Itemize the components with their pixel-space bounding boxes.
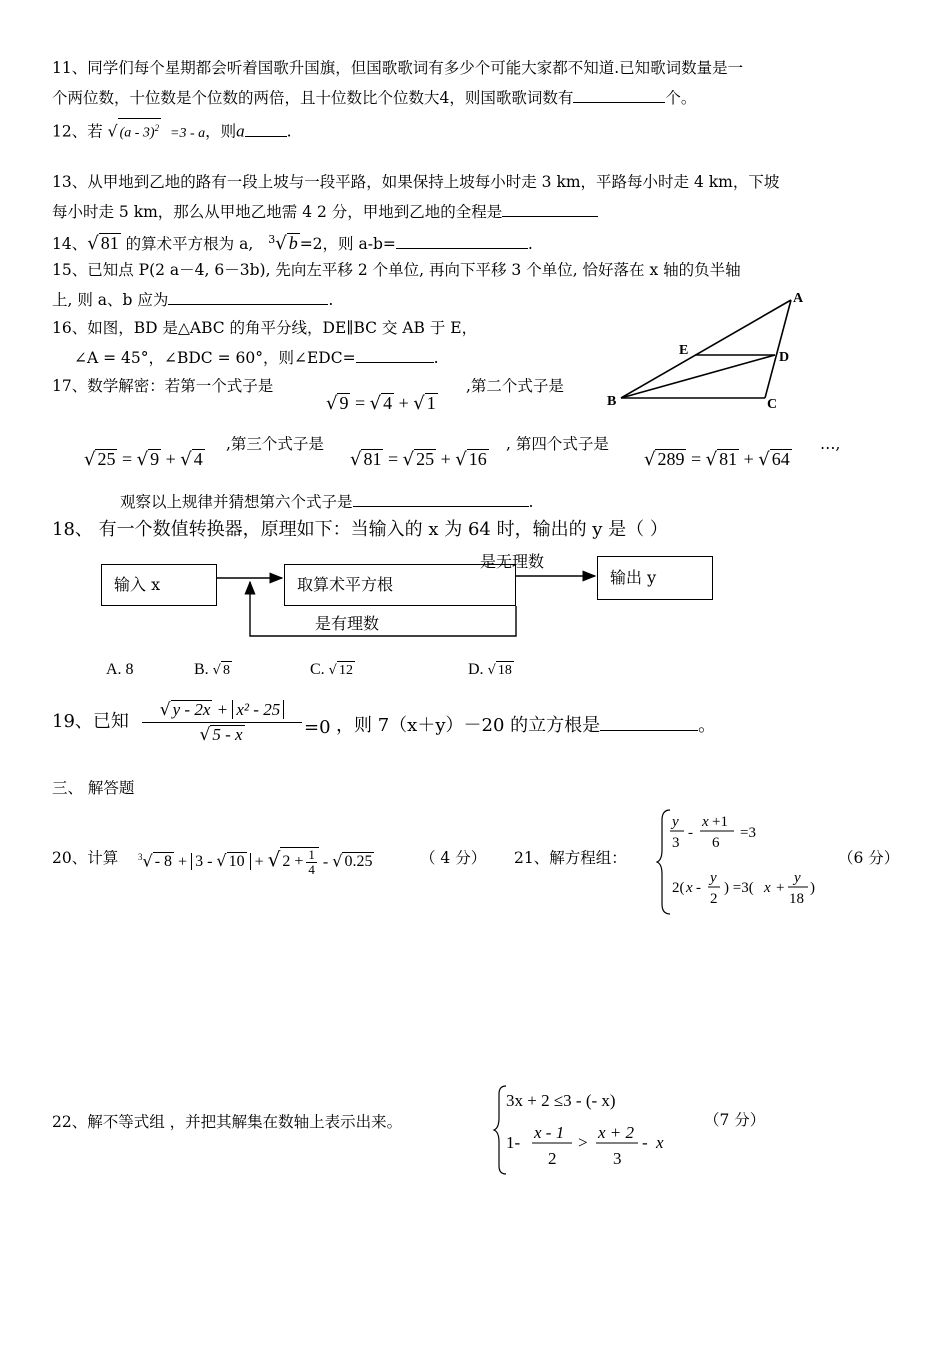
q17-f1-c: 1 [426,393,436,413]
q18-option-a-label: A. 8 [106,661,134,678]
q22-score: （7 分） [704,1111,766,1129]
q21-score: （6 分） [838,849,900,867]
q14-eq: =2，则 a-b= [299,235,396,254]
q18-option-d[interactable]: D. √ 18 [468,661,512,678]
q21-minus2: - [696,880,701,896]
q17-f3-a: 81 [363,449,382,469]
q22-num: 22、解不等式组 ，并把其解集在数轴上表示出来。 [52,1113,403,1131]
q14-cube-root [268,230,299,254]
q19-den-rad: 5 - x [212,725,243,744]
q17-second: ,第二个式子是 [466,377,564,395]
q15-line2: 上, 则 a、b 应为 . [52,288,333,310]
q19-blank[interactable] [600,712,698,731]
q22-den2: 3 [613,1149,622,1168]
q22-brace [494,1086,506,1174]
q20-cube-index: 3 [138,852,143,862]
q21-2paren: 2( [672,880,685,896]
q14-radicand: 81 [100,233,119,254]
converter-output-box: 输出 y [597,556,713,600]
q20-frac-num: 1 [308,846,315,862]
q12-expr: (a - 3) [119,125,155,141]
q14-cube-radicand: b [288,233,298,254]
q21-x1: x [702,814,709,830]
q12-exp: 2 [154,123,160,133]
q13-line2 [52,200,598,222]
label-a: A [793,291,804,306]
q22-one-minus: 1- [506,1133,521,1152]
label-irrational: 是无理数 [480,552,545,571]
q17-dots: …, [820,435,841,453]
q17-formula-2: √ 25 = √ 9 + √ 4 [84,449,203,470]
q21-plus1: +1 [712,814,728,830]
q21-system [656,806,846,918]
q17-f4-a: 289 [657,449,685,469]
q18-option-c-label: C. [310,661,325,678]
label-d: D [779,350,790,365]
q19-eq: =0 [304,717,331,738]
q17-third: ,第三个式子是 [226,435,324,453]
q14-mid: 的算术平方根为 a, [125,235,254,254]
q13-line1: 13、从甲地到乙地的路有一段上坡与一段平路，如果保持上坡每小时走 3 km，平路每小时走 4 km，下坡 [52,173,780,191]
q19-num-rad: y - 2x [172,700,211,719]
q17-intro: 17、数学解密：若第一个式子是 [52,377,274,395]
q22-minus: - [642,1133,648,1152]
q11-text: 个两位数，十位数是个位数的两倍，且十位数比个位数大4，则国歌歌词数有 [52,89,574,107]
q21-18: 18 [789,891,804,907]
q14-radical-sign: √ [87,233,99,255]
segment-ba [621,300,791,398]
q21-y: y [672,814,679,830]
q17-f1-b: 4 [383,393,393,413]
q18-option-a[interactable] [106,660,134,680]
converter-input-box: 输入 x [101,564,217,606]
q17-formula-3: √ 81 = √ 25 + √ 16 [350,449,487,470]
q19-text: ，则 7（x＋y）－20 的立方根是 [336,715,601,736]
q22-x: x [656,1133,664,1152]
q19-numerator: √ y - 2x + x² - 25 [142,700,302,723]
q18-option-b-label: B. [194,661,209,678]
q22-system [492,1082,692,1178]
q20-frac [306,848,317,877]
segment-ac [765,300,791,398]
q18-stem: 18、 有一个数值转换器，原理如下：当输入的 x 为 64 时，输出的 y 是（ ） [52,519,668,540]
q16-text: ∠A = 45°，∠BDC = 60°，则∠EDC= [74,349,356,367]
q17-formula-1: √ 9 = √ 4 + √ 1 [326,393,436,414]
q17-f2-c: 4 [193,449,203,469]
q22-den1: 2 [548,1149,557,1168]
q20-t1: - 8 [154,853,173,871]
q14-cube-sign: √ [275,233,287,255]
q18-option-d-rad: 18 [497,663,512,678]
q12-var: a [236,121,245,141]
q14-cube-index: 3 [268,233,276,246]
converter-sqrt-box: 取算术平方根 [284,564,516,606]
q21-close: ) [810,880,815,896]
q12-radical-sign: √ [107,122,118,141]
q17-fourth: , 第四个式子是 [506,435,609,453]
q20-sqrt-frac [280,847,319,877]
q17-f1-a: 9 [339,393,349,413]
q21-y3: y [794,870,801,886]
q15-blank[interactable] [168,288,328,305]
q20-t4: 0.25 [344,853,373,871]
q17-f2-a: 25 [97,449,116,469]
q15-line1: 15、已知点 P(2 a－4, 6－3b), 先向左平移 2 个单位, 再向下平移 3 个单位, 恰好落在 x 轴的负半轴 [52,261,741,279]
q22-ineq1: 3x + 2 ≤3 - (- x) [506,1091,616,1110]
q20-abs-text: 3 - [195,853,213,871]
q21-y2: y [710,870,717,886]
q13-text: 每小时走 5 km，那么从甲地乙地需 4 2 分，甲地到乙地的全程是 [52,203,503,221]
converter-arrows [210,560,610,642]
q17-formula-4: √ 289 = √ 81 + √ 64 [644,449,790,470]
q21-3: 3 [672,835,680,851]
q21-minus: - [688,825,693,841]
q16-line2: ∠A = 45°，∠BDC = 60°，则∠EDC= . [74,346,439,368]
q19-line [336,712,716,736]
q17-f4-c: 64 [771,449,790,469]
q21-2: 2 [710,891,718,907]
q12-then: ，则 [205,122,237,141]
q22-gt: > [578,1133,588,1152]
q12-blank[interactable] [245,126,287,137]
q21-num: 21、解方程组： [514,849,627,867]
q18-option-c[interactable]: C. √ 12 [310,661,353,678]
q12-line: 12、若 √ (a - 3)$^2$ =3 - a，则a . [52,118,292,144]
q11-line2 [52,86,696,108]
q20-expression: $^3$√ - 8 + 3 - √ 10 + √ 2 + $\frac{1}{4}$ - √ 0.25 [138,846,373,877]
q21-eq3: =3 [740,825,756,841]
q13-blank[interactable] [502,200,598,217]
q19-num: 19、已知 [52,711,129,732]
q20-abs: 3 - √ 10 [191,853,251,870]
q22-num2: x + 2 [598,1123,635,1142]
q12-radicand [118,118,162,143]
q20-num: 20、计算 [52,849,119,867]
q19-fraction [142,700,302,745]
triangle-figure [605,288,820,413]
q11-tail: 个。 [665,89,697,107]
q21-brace [657,810,670,914]
label-e: E [679,343,689,358]
q17-guess: 观察以上规律并猜想第六个式子是 . [120,490,533,512]
q15-text: 上, 则 a、b 应为 [52,291,169,309]
section-title: 三、 解答题 [52,779,135,797]
q20-frac-pre: 2 + [282,853,304,871]
q17-f4-b: 81 [719,449,738,469]
label-b: B [607,394,617,409]
q16-line1: 16、如图，BD 是△ABC 的角平分线，DE∥BC 交 AB 于 E， [52,319,478,337]
q17-f3-c: 16 [468,449,487,469]
q17-f2-b: 9 [150,449,160,469]
q17-f3-b: 25 [416,449,435,469]
q14-line: 14、√ 81 的算术平方根为 a, $^3$√ b =2，则 a-b= . [52,230,533,254]
q14-num: 14、 [52,235,88,254]
label-rational: 是有理数 [315,614,380,633]
q11-blank[interactable] [573,86,665,103]
q14-blank[interactable] [396,232,528,249]
q18-option-b[interactable]: B. √ 8 [194,661,230,678]
q21-x2: x [686,880,693,896]
q17-guess-text: 观察以上规律并猜想第六个式子是 [120,493,353,511]
q21-x3: x [764,880,771,896]
q18-option-c-rad: 12 [338,663,353,678]
q19-abs: x² - 25 [232,700,284,719]
q16-blank[interactable] [356,346,434,363]
q17-blank[interactable] [353,490,529,507]
q18-option-b-rad: 8 [222,663,230,678]
q12-eq: =3 - a [170,125,206,141]
q20-abs-rad: 10 [228,853,245,871]
q12-num: 12、若 [52,122,103,141]
q21-plus: + [776,880,785,896]
segment-bd [621,355,775,398]
q20-score: （ 4 分） [420,849,487,867]
q22-num1: x - 1 [534,1123,565,1142]
label-c: C [767,397,778,412]
q19-tail: 。 [698,715,717,736]
q18-option-d-label: D. [468,661,484,678]
q21-eq: ) =3( [724,880,754,896]
q19-denominator: √ 5 - x [199,725,243,745]
q20-frac-den: 4 [308,861,315,877]
q21-6: 6 [712,835,720,851]
q11-line1: 11、同学们每个星期都会听着国歌升国旗，但国歌歌词有多少个可能大家都不知道.已知歌词数量是一 [52,59,744,77]
arrow-loop-back [250,582,516,636]
